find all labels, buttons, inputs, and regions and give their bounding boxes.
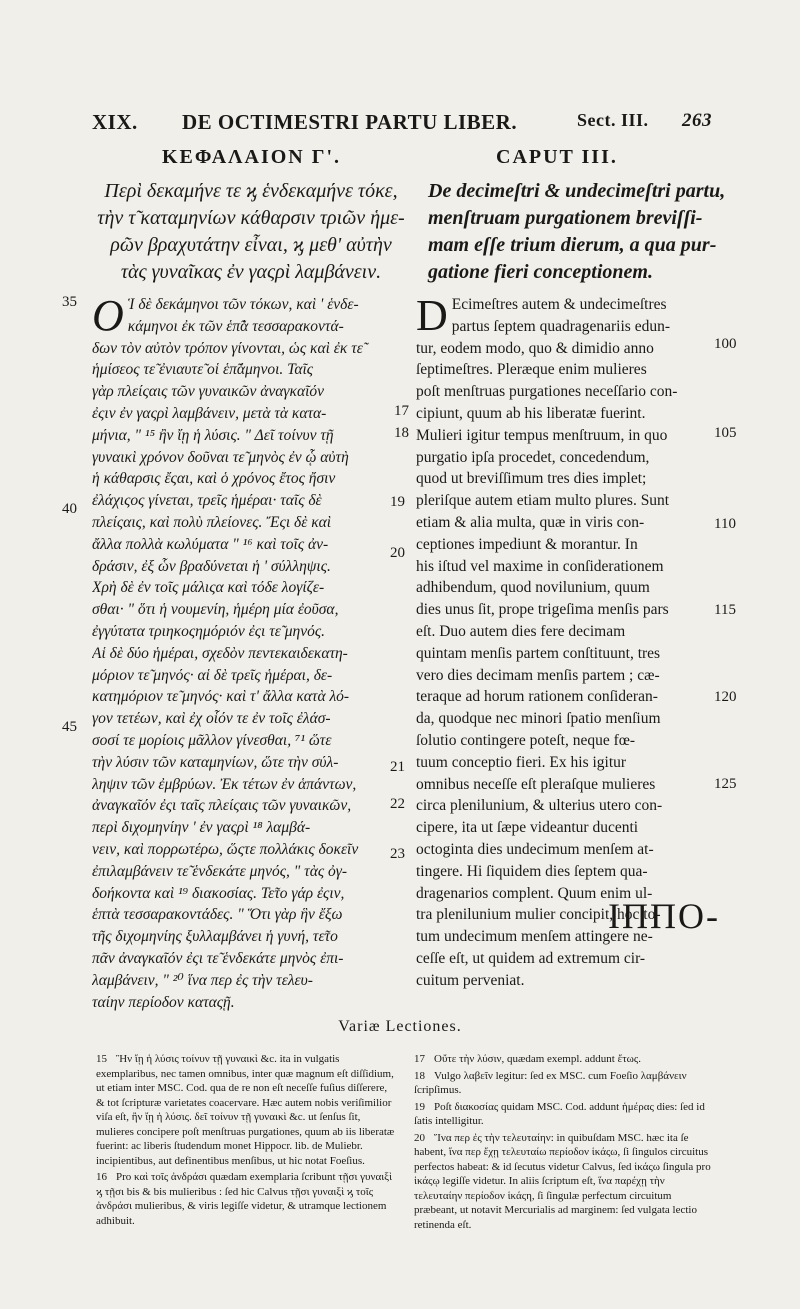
latin-body-line: da, quodque nec minori ſpatio menſium: [416, 710, 661, 728]
latin-body-line: partus ſeptem quadragenariis edun-: [451, 317, 670, 335]
footnote: [414, 1069, 714, 1098]
greek-body-line: πλείςαις, καὶ πολὺ πλείονες. Ἔςι δὲ καὶ: [92, 513, 332, 531]
latin-summary-line: menſtruam purgationem breviſſi-: [428, 207, 703, 229]
latin-body-line: pleriſque autem etiam multo plures. Sunt: [416, 492, 670, 510]
greek-summary-line: τὰς γυναῖκας ἐν γαςρὶ λαμβάνειν.: [120, 261, 382, 283]
footnote-number: 20: [414, 1131, 425, 1144]
latin-body-line: tuum conceptio fieri. Ex his igitur: [416, 753, 627, 771]
margin-number-left: 45: [62, 719, 77, 735]
variae-lectiones-heading: Variæ Lectiones.: [338, 1018, 462, 1035]
margin-number-right: 115: [714, 602, 736, 618]
chapter-number: XIX.: [92, 110, 138, 134]
footnote-text: Vulgo λαβεῖν legitur: ſed ex MSC. cum Foeſio λαμβάνειν ſcripſimus.: [414, 1069, 687, 1096]
greek-body-line: ληψιν τῶν ἐμβρύων. Ἐκ τέτων ἐν ἁπάντων,: [92, 775, 357, 793]
catchword: ΙΠΠΟ-: [608, 896, 720, 936]
latin-body-line: cipiunt, quum ab his liberatæ fuerint.: [416, 404, 646, 422]
greek-body: [92, 294, 410, 1013]
footnotes-right: [414, 1052, 714, 1234]
latin-body-line: ceptiones impediunt & morantur. In: [416, 535, 638, 553]
footnote-number: 16: [96, 1171, 107, 1183]
latin-body-line: tingere. Hi ſiquidem dies ſeptem qua-: [416, 862, 648, 880]
greek-body-line: δοήκοντα καὶ ¹⁹ διακοσίας. Τε̃το γάρ ἐςιν,: [92, 884, 345, 902]
latin-summary: [428, 178, 726, 286]
latin-body-line: Mulieri igitur tempus menſtruum, in quo: [416, 426, 668, 444]
latin-body-line: ceſſe eſt, ut quidem ad extremum cir-: [416, 949, 646, 967]
latin-body-line: ſeptimeſtres. Pleræque enim mulieres: [416, 361, 647, 379]
latin-summary-line: De decimeſtri & undecimeſtri partu,: [428, 180, 726, 202]
latin-body-line: Ecimeſtres autem & undecimeſtres: [451, 296, 667, 313]
footnote-text: Poſt διακοσίας quidam MSC. Cod. addunt ἡμέρας dies: ſed id ſatis intelligitur.: [414, 1100, 705, 1127]
margin-number-center: 20: [390, 545, 405, 561]
greek-body-line: ἐπιλαμβάνειν τε̃ ἑνδεκάτε μηνός, " τὰς ὀγ-: [92, 862, 348, 880]
footnote-number: 17: [414, 1053, 425, 1065]
margin-number-left: 35: [62, 294, 77, 310]
latin-body-line: purgatio ipſa procedet, concedendum,: [416, 448, 650, 466]
margin-number-center: 17: [394, 403, 409, 419]
greek-drop-cap: O: [92, 294, 124, 338]
footnote-number: 15: [96, 1053, 107, 1065]
greek-summary-line: ρῶν βραχυτάτην εἶναι, ϗ μεθ' αὐτὴν: [110, 234, 392, 256]
latin-body-line: tur, eodem modo, quo & dimidio anno: [416, 339, 654, 357]
greek-body-line: ἡ κάθαρσις ἔςαι, καὶ ὁ χρόνος ἔτος ἤσιν: [92, 470, 336, 488]
greek-body-line: γον τετέων, καὶ ἐχ οἷόν τε ἐν τοῖς ἐλάσ-: [92, 710, 331, 728]
greek-summary: [92, 178, 410, 286]
footnote: [414, 1100, 714, 1129]
greek-first-lines: [92, 294, 410, 338]
latin-body-line: teraque ad horum rationem conſideran-: [416, 688, 658, 706]
latin-rest: [416, 338, 712, 992]
greek-body-line: ἐςιν ἐν γαςρὶ λαμβάνειν, μετὰ τὰ κατα-: [92, 404, 327, 422]
latin-first-lines: [416, 294, 712, 338]
greek-body-line: ἐγγύτατα τριηκοςημόριόν ἐςι τε̃ μηνός.: [92, 622, 325, 640]
greek-body-line: λαμβάνειν, " ²⁰ ἵνα περ ἐς τὴν τελευ-: [92, 971, 313, 989]
greek-body-line: γυναικὶ χρόνον δοῦναι τε̃ μηνὸς ἐν ᾧ αὐτὴ: [92, 448, 349, 466]
greek-body-line: ταίην περίοδον καταςῇ.: [92, 993, 235, 1011]
greek-body-line: Χρὴ δὲ ἐν τοῖς μάλιςα καὶ τόδε λογίζε-: [92, 579, 325, 597]
margin-number-center: 18: [394, 425, 409, 441]
running-header: [92, 110, 760, 142]
section-label: Sect. III.: [577, 110, 649, 130]
greek-body-line: ἀναγκαῖόν ἐςι ταῖς πλείςαις τῶν γυναικῶν,: [92, 797, 352, 815]
greek-rest: [92, 338, 410, 1014]
greek-body-line: κατημόριον τε̃ μηνός· καὶ τ' ἄλλα κατὰ λό-: [92, 688, 350, 706]
latin-body-line: circa plenilunium, & ulterius utero con-: [416, 797, 663, 815]
footnote-number: 19: [414, 1100, 425, 1113]
greek-body-line: Ἱ δὲ δεκάμηνοι τῶν τόκων, καὶ ' ἑνδε-: [127, 296, 359, 313]
margin-number-right: 110: [714, 516, 736, 532]
running-title: DE OCTIMESTRI PARTU LIBER.: [182, 110, 518, 134]
margin-number-right: 120: [714, 689, 737, 705]
greek-body-line: νειν, καὶ πορρωτέρω, ὥςτε πολλάκις δοκεῖν: [92, 840, 359, 858]
margin-number-center: 22: [390, 796, 405, 812]
latin-body-line: dies unus ſit, prope trigeſima menſis pars: [416, 601, 669, 619]
footnote-number: 18: [414, 1069, 425, 1082]
latin-body: [416, 294, 712, 992]
greek-body-line: κάμηνοι ἐκ τῶν ἑπ̃ὰ τεσσαρακοντά-: [127, 317, 344, 335]
footnote: [414, 1131, 714, 1233]
greek-body-line: μόριον τε̃ μηνός· αἱ δὲ τρεῖς ἡμέραι, δε-: [92, 666, 333, 684]
greek-body-line: γὰρ πλείςαις τῶν γυναικῶν ἀναγκαῖόν: [92, 383, 325, 401]
latin-body-line: tra plenilunium mulier concipit, hoc to-: [416, 906, 661, 924]
footnotes-left: [96, 1052, 396, 1230]
margin-number-right: 105: [714, 425, 737, 441]
greek-opening: [92, 294, 410, 338]
page-number: 263: [682, 110, 712, 131]
greek-body-line: ἄλλα πολλὰ κωλύματα " ¹⁶ καὶ τοῖς ἀν-: [92, 535, 329, 553]
greek-body-line: ἡμίσεος τε̃ ἐνιαυτε̃ οἱ ἑπ̃άμηνοι. Ταῖς: [92, 361, 314, 379]
margin-number-center: 21: [390, 759, 405, 775]
latin-heading: CAPUT III.: [496, 146, 618, 168]
margin-number-center: 19: [390, 494, 405, 510]
footnote-text: Pro καὶ τοῖς ἀνδράσι quædam exemplaria ſcribunt τῇσι γυναιξὶ ϗ τῇσι bis & bis mulieribus : ſed hic Calvus τῇσι γυναιξὶ ϗ τοῖς ἀνδράσι mulieribus, & viris legiſſe videtur, & utramque lectionem adhibuit.: [96, 1171, 393, 1227]
latin-body-line: octoginta dies undecimum menſem at-: [416, 840, 654, 858]
greek-body-line: τὴν λύσιν τῶν καταμηνίων, ὥτε τὴν σύλ-: [92, 753, 339, 771]
latin-body-line: dragenarios complent. Quum enim ul-: [416, 884, 653, 902]
greek-body-line: μήνια, " ¹⁵ ἢν ἴῃ ἡ λύσις. " Δεῖ τοίνυν τῇ: [92, 426, 334, 444]
margin-number-right: 125: [714, 776, 737, 792]
footnote: [414, 1052, 714, 1067]
latin-summary-line: mam eſſe trium dierum, a qua pur-: [428, 234, 717, 256]
latin-body-line: eſt. Duo autem dies fere decimam: [416, 622, 626, 640]
latin-body-line: ſolutio contingere poteſt, neque fœ-: [416, 731, 636, 749]
greek-body-line: ἐλάχιςος γίνεται, τρεῖς ἡμέραι· ταῖς δὲ: [92, 492, 322, 510]
footnote-text: Ἢν ἴῃ ἡ λύσις τοίνυν τῇ γυναικὶ &c. ita in vulgatis exemplaribus, nec tamen omnibus, inter quæ magnum eſt diſſidium, ut etiam inter MSC. Cod. qua de re non eſt neceſſe fuſius diſſerere, & tot ſcripturæ varietates coacervare. Hæc autem nobis veriſimilior viſa eſt, ἢν ἴῃ ἡ λύσις. δεῖ τοίνυν τῇ γυναικὶ &c. ut ſenſus ſit, mulieres concipere poſt menſtruas purgationes, quum ab iis liberatæ fuerint: ac liberis ſtudendum monet Hippocr. lib. de Muliebr. incipientibus, aut definentibus menſibus, ut hic notat Foeſius.: [96, 1053, 395, 1167]
latin-body-line: omnibus neceſſe eſt pleraſque mulieres: [416, 775, 656, 793]
latin-body-line: quod ut breviſſimum tres dies implet;: [416, 470, 647, 488]
greek-body-line: σθαι· " ὅτι ἡ νουμενίη, ἡμέρη μία ἐοῦσα,: [92, 601, 339, 619]
latin-body-line: poſt menſtruas purgationes neceſſario con-: [416, 383, 678, 401]
greek-body-line: περὶ διχομηνίην ' ἐν γαςρὶ ¹⁸ λαμβά-: [92, 819, 311, 837]
greek-body-line: πᾶν ἀναγκαῖόν ἐςι τε̃ ἑνδεκάτε μηνὸς ἐπι-: [92, 949, 344, 967]
latin-body-line: tum undecimum menſem attingere ne-: [416, 928, 653, 946]
latin-body-line: cuitum perveniat.: [416, 971, 525, 989]
latin-body-line: etiam & alia multa, quæ in viris con-: [416, 513, 645, 531]
latin-opening: [416, 294, 712, 338]
greek-body-line: δράσιν, ἐξ ὧν βραδύνεται ἡ ' σύλληψις.: [92, 557, 331, 575]
margin-number-left: 40: [62, 501, 77, 517]
latin-body-line: vero dies decimam menſis partem ; cæ-: [416, 666, 660, 684]
greek-summary-line: Περὶ δεκαμήνε τε ϗ ἑνδεκαμήνε τόκε,: [104, 180, 398, 202]
greek-body-line: Αἱ δὲ δύο ἡμέραι, σχεδὸν πεντεκαιδεκατη-: [92, 644, 348, 662]
greek-body-line: σοσί τε μορίοις μᾶλλον γίνεσθαι, ⁷¹ ὥτε: [92, 731, 332, 749]
latin-body-line: his iſtud vel maxime in conſiderationem: [416, 557, 664, 575]
latin-body-line: cipere, ita ut ſæpe videantur ducenti: [416, 819, 639, 837]
greek-body-line: ἑπτὰ τεσσαρακοντάδες. " Ὅτι γὰρ ἣν ἔξω: [92, 906, 343, 924]
latin-body-line: quintam menſis partem conſtituunt, tres: [416, 644, 661, 662]
latin-body-line: adhibendum, quod novilunium, quum: [416, 579, 650, 597]
greek-body-line: δων τὸν αὐτὸν τρόπον γίνονται, ὡς καὶ ἐκ τε̃: [92, 339, 363, 357]
footnote: [96, 1170, 396, 1228]
footnote-text: Οὔτε τὴν λύσιν, quædam exempl. addunt ἔτως.: [434, 1053, 641, 1065]
greek-summary-line: τὴν τ̃ καταμηνίων κάθαρσιν τριῶν ἡμε-: [97, 207, 405, 229]
latin-summary-line: gatione fieri conceptionem.: [428, 261, 653, 283]
latin-drop-cap: D: [416, 294, 448, 338]
margin-number-right: 100: [714, 336, 737, 352]
margin-number-center: 23: [390, 846, 405, 862]
greek-body-line: τῆς διχομηνίης ξυλλαμβάνει ἡ γυνή, τε̃το: [92, 928, 338, 946]
footnote: [96, 1052, 396, 1168]
greek-heading: ΚΕΦΑΛΑΙΟΝ Γ'.: [162, 146, 342, 168]
footnote-text: Ἵνα περ ἐς τὴν τελευταίην: in quibuſdam MSC. hæc ita ſe habent, ἵνα περ ἔχῃ τελευταίω περίοδον ἱκάςω, ſi ſingulos circuitus perfectos habeat: & id ſecutus videtur Calvus, ſed ἱκάςω ſingula pro ἱκάςῳ legiſſe videtur. In aliis ſcriptum eſt, ἵνα παρέχῃ τὴν τελευταίην περίοδον ἱκάςη, ſi ſingulæ perfectum circuitum præbeant, ut notavit Mercurialis ad marginem: ſed vulgata lectio retinenda eſt.: [414, 1131, 711, 1231]
